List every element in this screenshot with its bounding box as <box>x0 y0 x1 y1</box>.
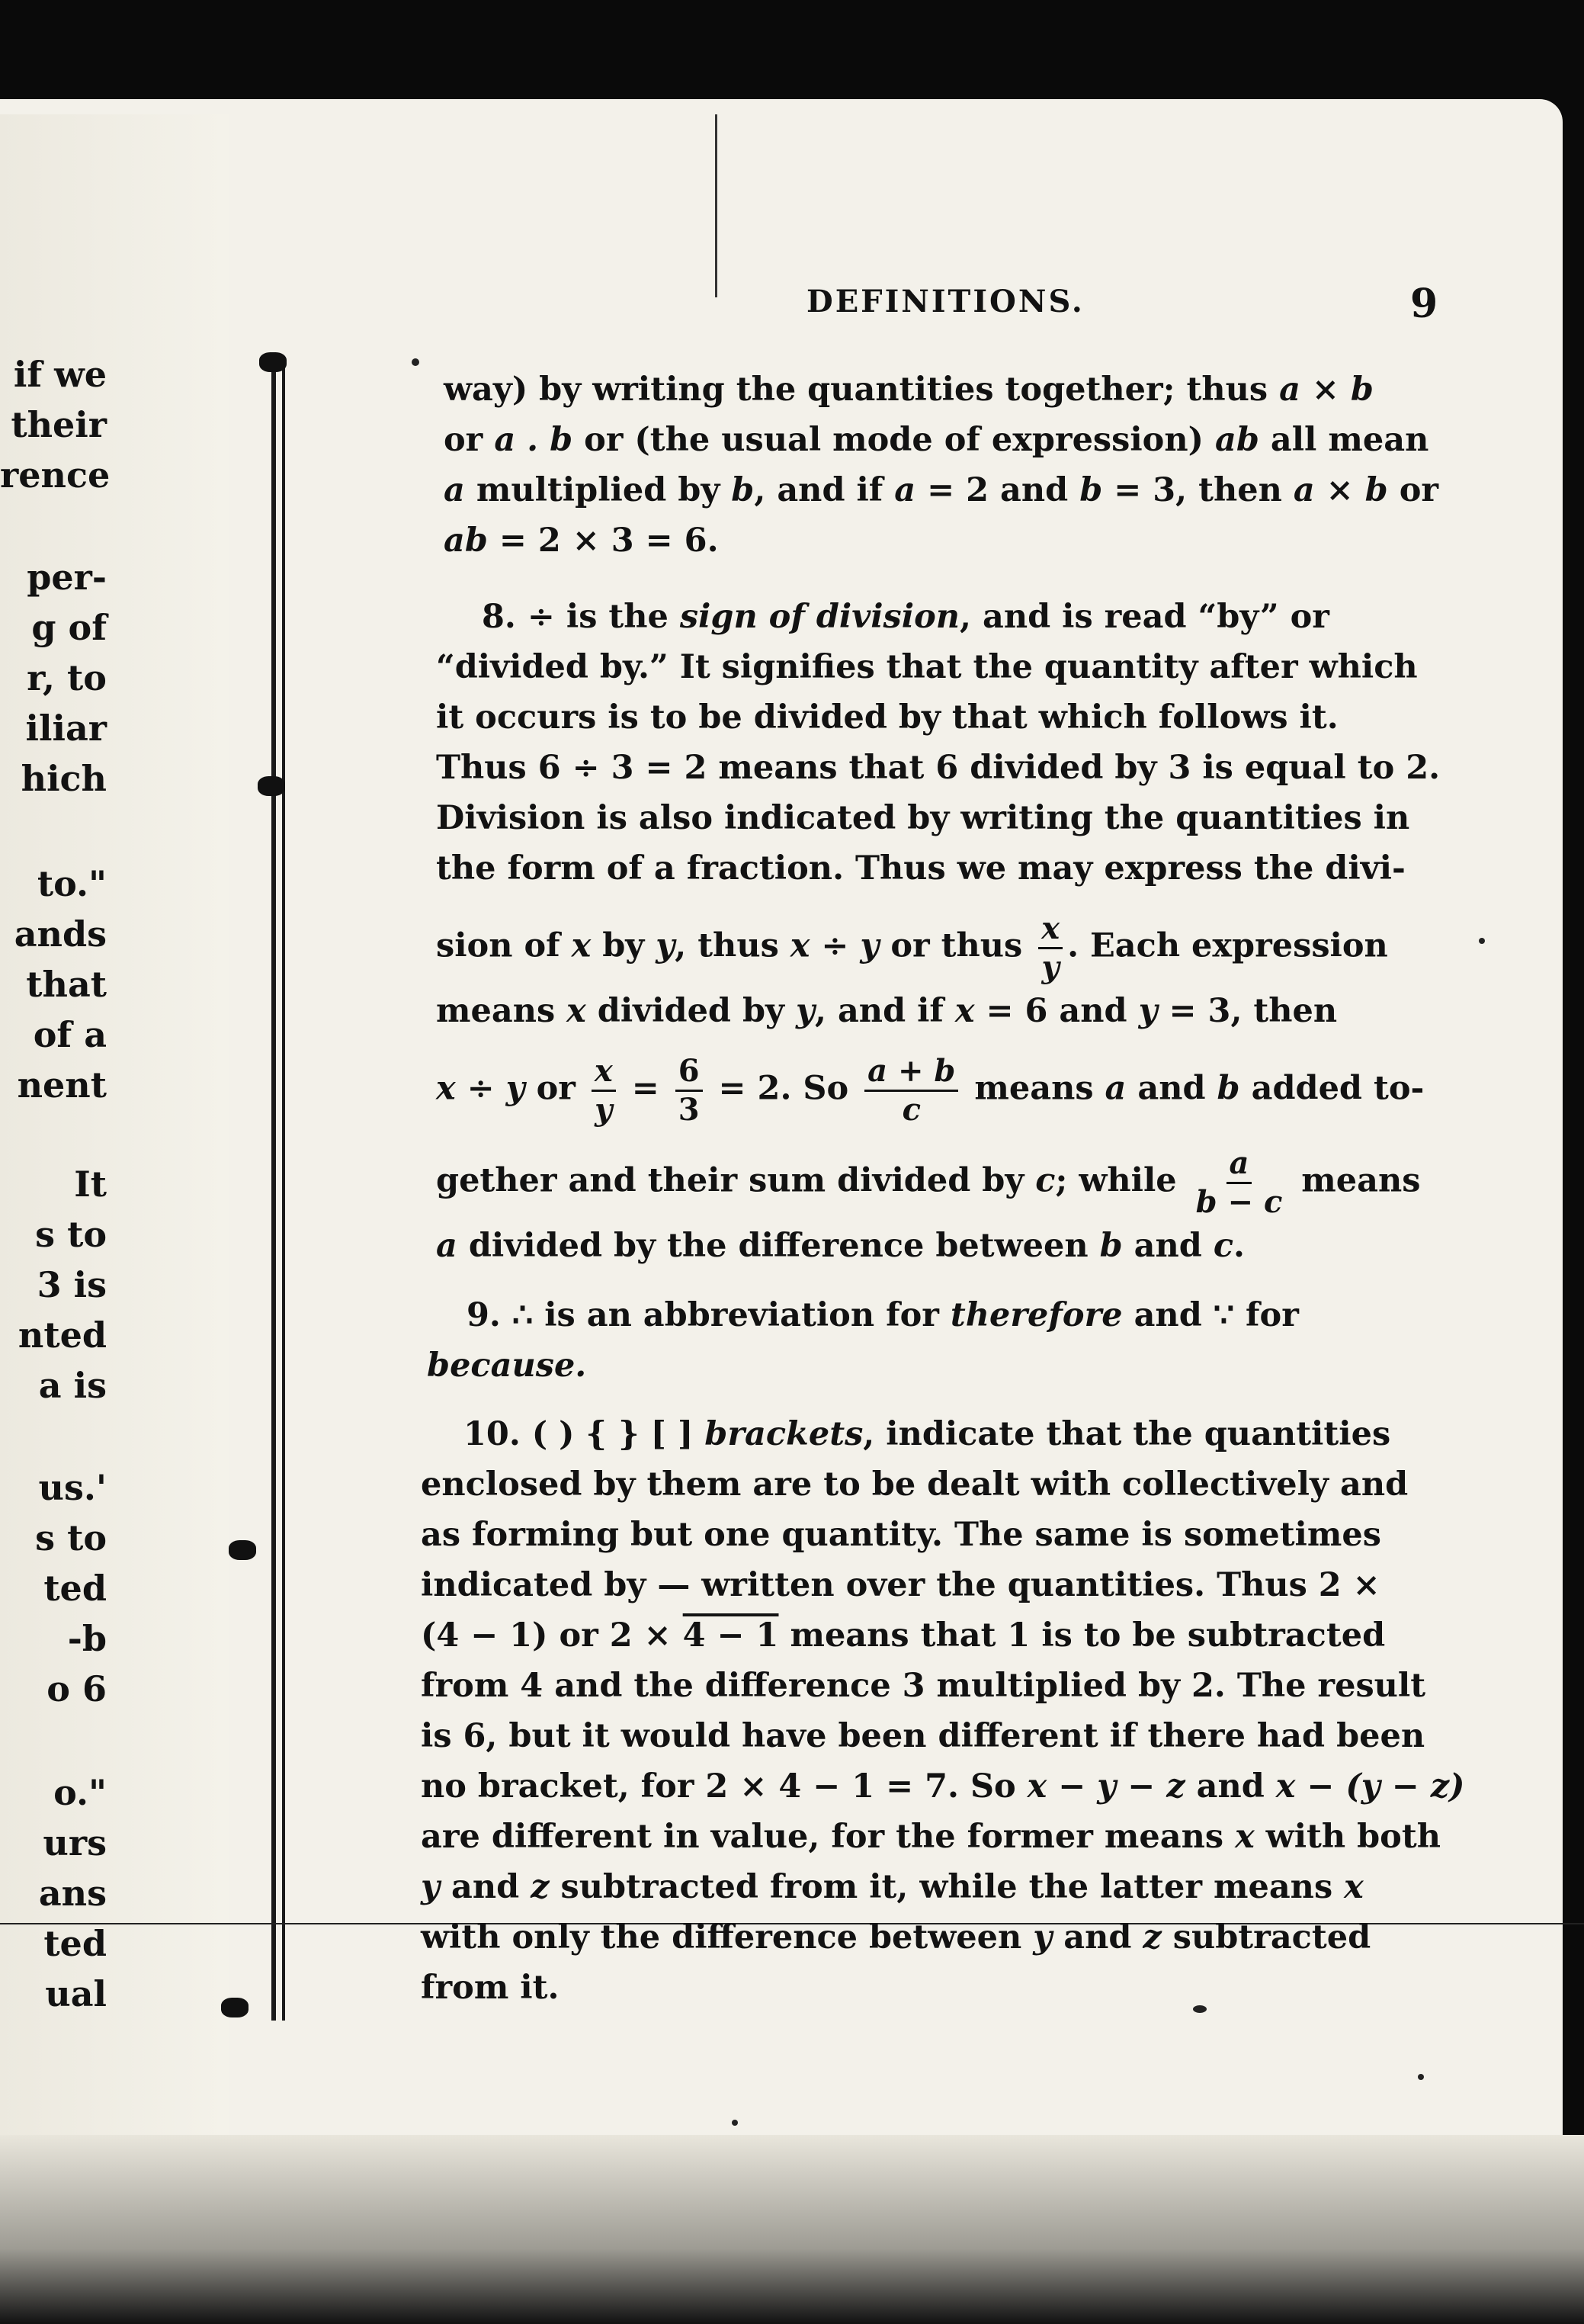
math-variable: b <box>1099 1227 1123 1265</box>
math-variable: a <box>444 471 465 509</box>
facing-page-fragment: 3 is <box>37 1264 107 1305</box>
facing-page-fragment: ands <box>14 913 107 955</box>
text-line: from 4 and the difference 3 multiplied by 2. The result <box>421 1667 1426 1705</box>
facing-page-fragment: g of <box>31 607 107 648</box>
text-span: gether and their sum divided by <box>436 1161 1036 1200</box>
math-variable: y <box>1033 1918 1053 1956</box>
text-line <box>421 1761 1465 1812</box>
text-span: means <box>436 992 567 1030</box>
ink-speck <box>1479 938 1485 944</box>
text-span: = 3, then <box>1102 471 1294 509</box>
text-line <box>436 986 1435 1036</box>
math-variable: b <box>1079 471 1103 509</box>
paragraph-7-continuation <box>444 364 1439 566</box>
facing-page-fragment: of a <box>33 1014 107 1055</box>
vinculum-expression: 4 − 1 <box>682 1616 779 1655</box>
math-variable: b <box>1217 1069 1240 1108</box>
text-span: subtracted from it, while the latter means <box>549 1868 1345 1906</box>
text-line <box>421 1812 1441 1862</box>
text-span: and <box>1126 1069 1217 1108</box>
math-variable: c <box>1213 1227 1234 1265</box>
text-span: or thus <box>879 926 1034 965</box>
fraction-numerator: a + b <box>864 1053 958 1092</box>
text-line: is 6, but it would have been different if there had been <box>421 1717 1425 1755</box>
math-variable: x <box>1235 1818 1255 1856</box>
text-span: no bracket, for 2 × 4 − 1 = 7. So <box>421 1767 1028 1806</box>
facing-page-fragment: s to <box>35 1517 107 1558</box>
text-line: “divided by.” It signifies that the quantity after which <box>436 648 1418 686</box>
math-expression: ab <box>444 522 488 560</box>
fraction-6-over-3 <box>675 1053 703 1128</box>
facing-page-fragment: per- <box>27 557 107 598</box>
math-variable: x <box>1344 1868 1364 1906</box>
facing-page-fragment: us.' <box>38 1467 107 1508</box>
crease-line <box>715 114 717 297</box>
fraction-x-over-y <box>592 1053 616 1128</box>
text-line: indicated by — written over the quantities. Thus 2 × <box>421 1566 1380 1604</box>
text-span: all mean <box>1259 421 1429 459</box>
ink-speck <box>732 2120 738 2126</box>
fraction-denominator: b − c <box>1195 1184 1283 1220</box>
math-expression: a . b <box>494 421 573 459</box>
text-line <box>444 465 1439 515</box>
facing-page-fragment: that <box>26 964 107 1005</box>
math-variable: y <box>656 926 675 965</box>
math-variable: z <box>1143 1918 1162 1956</box>
math-expression: x − (y − z) <box>1275 1767 1465 1806</box>
text-line: Thus 6 ÷ 3 = 2 means that 6 divided by 3 is equal to 2. <box>436 749 1441 787</box>
ink-speck <box>1418 2074 1424 2080</box>
text-line <box>444 515 1435 566</box>
text-span: divided by the difference between <box>457 1227 1100 1265</box>
fraction-numerator: x <box>1038 910 1063 949</box>
text-line: it occurs is to be divided by that which follows it. <box>436 698 1339 737</box>
text-line <box>427 1290 1425 1340</box>
text-span: or <box>444 421 495 459</box>
text-line <box>444 364 1435 415</box>
text-span: , thus <box>675 926 790 965</box>
text-line <box>436 1221 1435 1271</box>
text-span: by <box>591 926 656 965</box>
text-line <box>421 1912 1419 1963</box>
text-span: = 2 and <box>915 471 1080 509</box>
text-span: , indicate that the quantities <box>863 1415 1391 1453</box>
facing-page-fragment: nted <box>18 1314 107 1356</box>
defined-term: therefore <box>950 1296 1123 1334</box>
text-span: means <box>1290 1161 1421 1200</box>
text-line <box>436 1053 1435 1128</box>
fraction-numerator: a <box>1226 1145 1252 1184</box>
math-expression: ab <box>1214 421 1259 459</box>
text-line <box>436 1145 1435 1221</box>
facing-page-fragment: ual <box>45 1973 107 2014</box>
facing-page-fragment: rence <box>0 454 111 496</box>
binding-mark-top <box>259 352 287 372</box>
text-span: . Each expression <box>1067 926 1388 965</box>
text-span: sion of <box>436 926 572 965</box>
text-line <box>444 415 1435 465</box>
binding-mark-lower <box>229 1540 256 1560</box>
text-span: 8. ÷ is the <box>482 598 680 636</box>
text-span: , and if <box>754 471 895 509</box>
text-line: enclosed by them are to be dealt with collectively and <box>421 1465 1409 1504</box>
facing-page-fragment: o 6 <box>46 1668 107 1709</box>
text-span: means that 1 is to be subtracted <box>778 1616 1386 1655</box>
math-variable: x <box>566 992 586 1030</box>
text-span: way) by writing the quantities together; thus <box>444 371 1280 409</box>
facing-page-fragment: s to <box>35 1214 107 1255</box>
text-span: . <box>1233 1227 1245 1265</box>
text-span: , and if <box>815 992 955 1030</box>
paragraph-9-therefore <box>427 1290 1425 1391</box>
fraction-a-plus-b-over-c <box>864 1053 958 1128</box>
text-span: subtracted <box>1161 1918 1371 1956</box>
facing-page-fragment: hich <box>21 758 107 799</box>
facing-page-fragment: iliar <box>25 708 107 749</box>
text-span: , and is read “by” or <box>960 598 1329 636</box>
facing-page-fragment: ted <box>43 1923 107 1964</box>
text-span: = 2. So <box>707 1069 861 1108</box>
text-span: = 2 × 3 = 6. <box>487 522 719 560</box>
text-span: and ∵ for <box>1122 1296 1299 1334</box>
text-line: from it. <box>421 1969 560 2007</box>
math-expression: x − y − z <box>1027 1767 1185 1806</box>
math-variable: y <box>1138 992 1158 1030</box>
paragraph-10-brackets <box>421 1409 1465 2013</box>
text-span: and <box>1185 1767 1276 1806</box>
text-line <box>421 1610 1419 1661</box>
facing-page-fragment: ans <box>38 1873 107 1914</box>
text-span: added to- <box>1239 1069 1425 1108</box>
fraction-denominator: c <box>902 1092 921 1128</box>
text-span: = 3, then <box>1157 992 1338 1030</box>
facing-page-fragment: their <box>11 404 107 445</box>
page-number: 9 <box>1410 281 1438 327</box>
math-variable: x <box>954 992 975 1030</box>
text-span: or <box>1387 471 1439 509</box>
text-line <box>427 1340 1425 1391</box>
math-variable: c <box>1035 1161 1056 1200</box>
ink-speck <box>1193 2005 1207 2013</box>
text-span: and <box>1122 1227 1214 1265</box>
text-span: with only the difference between <box>421 1918 1034 1956</box>
facing-page-fragment: ted <box>43 1568 107 1609</box>
text-span: = 6 and <box>974 992 1139 1030</box>
gutter-binding-rule <box>271 358 276 2021</box>
facing-page-fragment: -b <box>67 1618 107 1659</box>
text-line <box>421 1409 1419 1459</box>
math-variable: a <box>436 1227 457 1265</box>
math-expression: a × b <box>1293 471 1388 509</box>
text-span: (4 − 1) or 2 × <box>421 1616 683 1655</box>
facing-page-fragment: if we <box>13 354 107 395</box>
text-span: and <box>440 1868 531 1906</box>
math-variable: b <box>731 471 755 509</box>
text-span: divided by <box>585 992 796 1030</box>
defined-term: sign of division <box>679 598 960 636</box>
text-line: the form of a fraction. Thus we may express the divi- <box>436 849 1406 888</box>
paragraph-8-division <box>436 592 1441 1271</box>
facing-page-fragment: a is <box>38 1365 107 1406</box>
ink-speck <box>412 358 419 366</box>
text-span: are different in value, for the former means <box>421 1818 1236 1856</box>
facing-page-fragment: urs <box>43 1822 107 1863</box>
fraction-x-over-y <box>1038 910 1063 986</box>
text-line: Division is also indicated by writing the quantities in <box>436 799 1410 837</box>
gutter-binding-rule-inner <box>282 358 285 2021</box>
text-span: with both <box>1254 1818 1441 1856</box>
facing-page-fragment: nent <box>17 1064 107 1106</box>
text-span: multiplied by <box>464 471 732 509</box>
fraction-a-over-b-minus-c <box>1193 1145 1286 1221</box>
facing-page-fragment: o." <box>53 1772 107 1813</box>
binding-mark-bottom <box>221 1998 249 2017</box>
defined-term: because. <box>427 1347 587 1385</box>
fraction-denominator: 3 <box>678 1092 700 1128</box>
math-expression: a × b <box>1279 371 1374 409</box>
text-span: or (the usual mode of expression) <box>572 421 1215 459</box>
text-span: = <box>620 1069 671 1108</box>
math-expression: x ÷ y <box>790 926 880 965</box>
math-variable: z <box>531 1868 550 1906</box>
text-span: ; while <box>1055 1161 1188 1200</box>
fraction-numerator: x <box>592 1053 616 1092</box>
text-span: 10. ( ) { } [ ] <box>463 1415 705 1453</box>
math-expression: x ÷ y <box>436 1069 525 1108</box>
text-line: as forming but one quantity. The same is sometimes <box>421 1516 1381 1554</box>
bottom-shadow <box>0 2135 1584 2324</box>
facing-page-fragment: r, to <box>27 657 107 698</box>
text-span: and <box>1052 1918 1143 1956</box>
fraction-denominator: y <box>1041 949 1060 985</box>
facing-page-fragment: It <box>74 1164 107 1205</box>
math-variable: y <box>796 992 815 1030</box>
math-variable: a <box>1105 1069 1127 1108</box>
fraction-denominator: y <box>595 1092 613 1128</box>
text-line <box>421 1862 1419 1912</box>
text-span: 9. ∴ is an abbreviation for <box>467 1296 951 1334</box>
text-span: means <box>963 1069 1105 1108</box>
running-title: DEFINITIONS. <box>806 284 1085 319</box>
facing-page-fragment: to." <box>37 863 107 904</box>
math-variable: y <box>421 1868 440 1906</box>
math-variable: x <box>571 926 592 965</box>
math-variable: a <box>894 471 916 509</box>
fraction-numerator: 6 <box>675 1053 703 1092</box>
text-line <box>436 592 1435 642</box>
text-line <box>436 910 1435 986</box>
binding-mark-middle <box>258 776 285 796</box>
text-span: or <box>524 1069 587 1108</box>
defined-term: brackets <box>704 1415 864 1453</box>
